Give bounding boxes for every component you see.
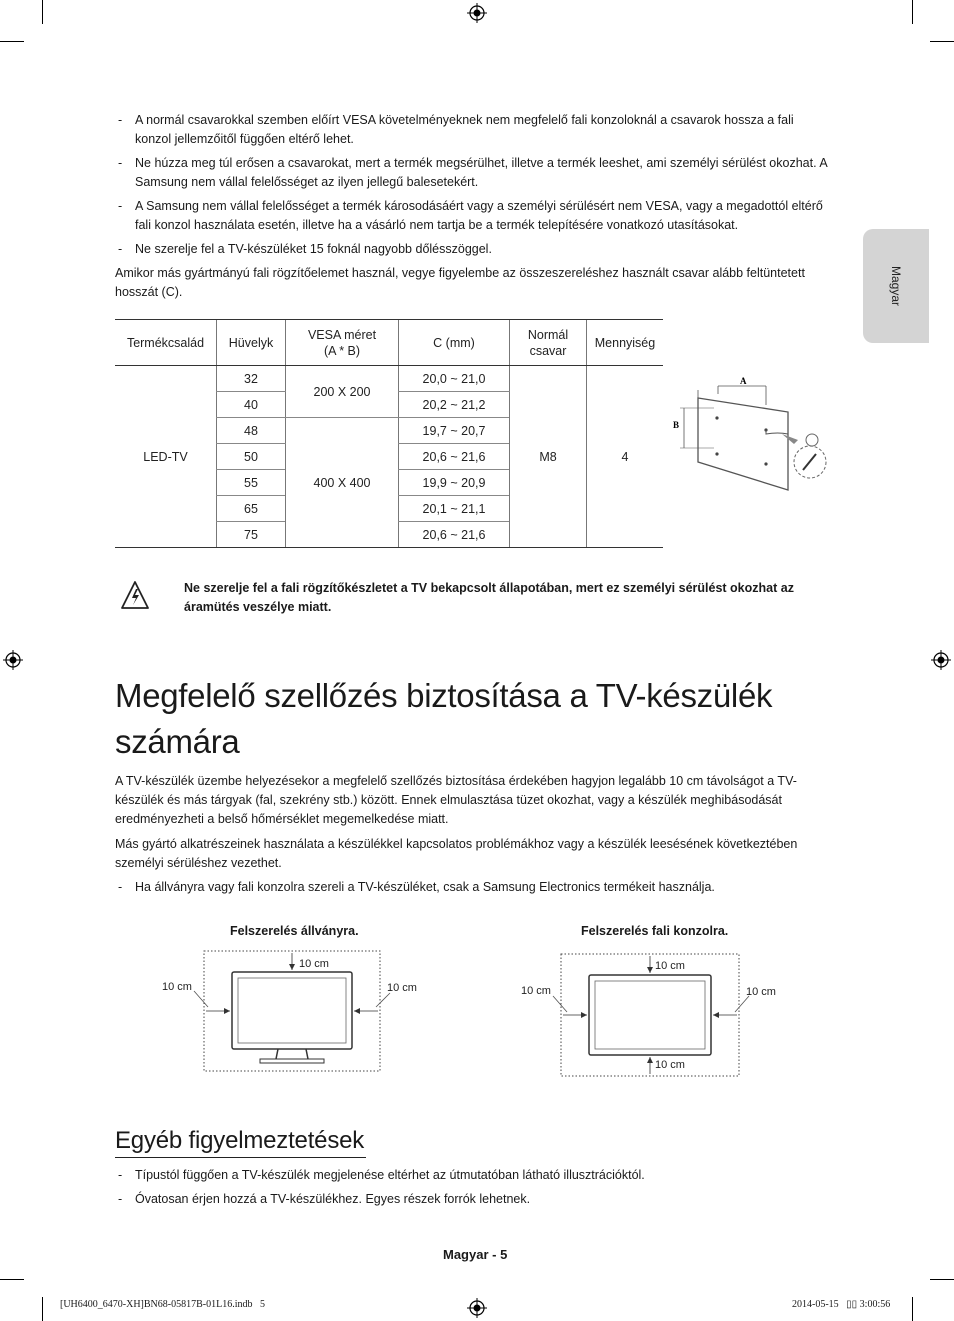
crop-mark xyxy=(912,1297,913,1321)
header-vesa xyxy=(286,320,399,366)
cell-c: 20,6 ~ 21,6 xyxy=(399,444,510,470)
registration-mark-icon xyxy=(467,3,487,23)
page-number: Magyar - 5 xyxy=(443,1247,508,1262)
ventilation-paragraph: Más gyártó alkatrészeinek használata a készülékkel kapcsolatos problémákhoz vagy a készülék leesésének következtében személyi sérüléshez vezethet. xyxy=(115,837,798,870)
cell-inch: 48 xyxy=(217,418,286,444)
cell-c: 20,2 ~ 21,2 xyxy=(399,392,510,418)
language-tab-label: Magyar xyxy=(889,265,903,307)
cell-inch: 65 xyxy=(217,496,286,522)
cell-c: 19,9 ~ 20,9 xyxy=(399,470,510,496)
footer-filename: [UH6400_6470-XH]BN68-05817B-01L16.indb 5 xyxy=(60,1299,265,1310)
clearance-right-label: 10 cm xyxy=(746,986,776,998)
clearance-top-label: 10 cm xyxy=(299,958,329,970)
cell-c: 19,7 ~ 20,7 xyxy=(399,418,510,444)
other-note-item: - Óvatosan érjen hozzá a TV-készülékhez. Egyes részek forrók lehetnek. xyxy=(115,1190,827,1209)
ventilation-text xyxy=(115,772,827,897)
cell-family: LED-TV xyxy=(115,366,217,548)
crop-mark xyxy=(42,1297,43,1321)
cell-c: 20,0 ~ 21,0 xyxy=(399,366,510,392)
cell-vesa: 200 X 200 xyxy=(286,366,399,418)
note-item: - Ne szerelje fel a TV-készüléket 15 foknál nagyobb dőlésszöggel. xyxy=(115,240,827,259)
dimension-b-label: B xyxy=(673,420,680,430)
header-screw-text: Normál csavar xyxy=(527,327,569,358)
registration-mark-icon xyxy=(3,650,23,670)
registration-mark-icon xyxy=(467,1298,487,1318)
screw-spec-table xyxy=(115,319,663,548)
other-warnings-title: Egyéb figyelmeztetések xyxy=(115,1125,366,1158)
electric-warning-icon xyxy=(120,578,150,612)
other-notes-list xyxy=(115,1166,827,1209)
crop-mark xyxy=(930,1279,954,1280)
clearance-left-label: 10 cm xyxy=(162,981,192,993)
crop-mark xyxy=(0,41,24,42)
note-item: - A normál csavarokkal szemben előírt VESA követelményeknek nem megfelelő fali konzoloknál a csavarok hossza a fali konzol jellemzőitől függően eltérő lehet. xyxy=(115,111,827,149)
warning-text: Ne szerelje fel a fali rögzítőkészletet a TV bekapcsolt állapotában, mert ez személyi sérülést okozhat az áramütés veszélye miatt. xyxy=(184,581,794,614)
cell-inch: 40 xyxy=(217,392,286,418)
stand-diagram-title: Felszerelés állványra. xyxy=(230,924,359,938)
crop-mark xyxy=(912,0,913,24)
dimension-a-label: A xyxy=(740,376,747,386)
cell-screw: M8 xyxy=(510,366,587,548)
screw-intro: Amikor más gyártmányú fali rögzítőelemet használ, vegye figyelembe az összeszereléshez használt csavar alább feltüntetett hosszát (C). xyxy=(115,266,805,299)
cell-vesa: 400 X 400 xyxy=(286,418,399,548)
table-row xyxy=(115,366,663,392)
header-c: C (mm) xyxy=(399,320,510,366)
header-screw xyxy=(510,320,587,366)
header-quantity: Mennyiség xyxy=(587,320,664,366)
crop-mark xyxy=(0,1279,24,1280)
cell-inch: 50 xyxy=(217,444,286,470)
note-item: - A Samsung nem vállal felelősséget a termék károsodásáért vagy a személyi sérülésért nem VESA, vagy a megadottól eltérő fali konzol használata esetén, illetve ha a vásárló nem tartja be a termék telepítésére vonatkozó utasításokat. xyxy=(115,197,827,235)
cell-c: 20,6 ~ 21,6 xyxy=(399,522,510,548)
ventilation-paragraph: A TV-készülék üzembe helyezésekor a megfelelő szellőzés biztosítása érdekében hagyjon legalább 10 cm távolságot a TV-készülék és más tárgyak (fal, szekrény stb.) között. Ennek elmulasztása tüzet okozhat, vagy a készülék meghibásodását eredményezheti a belső hőmérséklet megemelkedése miatt. xyxy=(115,774,797,826)
stand-clearance-diagram xyxy=(150,945,430,1075)
cell-quantity: 4 xyxy=(587,366,664,548)
clearance-top-label: 10 cm xyxy=(655,960,685,972)
ventilation-note: - Ha állványra vagy fali konzolra szereli a TV-készüléket, csak a Samsung Electronics termékeit használja. xyxy=(115,878,827,897)
footer-timestamp: 2014-05-15 ▯▯ 3:00:56 xyxy=(792,1299,891,1310)
registration-mark-icon xyxy=(931,650,951,670)
header-family: Termékcsalád xyxy=(115,320,217,366)
crop-mark xyxy=(930,41,954,42)
header-inch: Hüvelyk xyxy=(217,320,286,366)
clearance-bottom-label: 10 cm xyxy=(655,1059,685,1071)
note-item: - Ne húzza meg túl erősen a csavarokat, mert a termék megsérülhet, illetve a termék leeshet, ami személyi sérülést okozhat. A Samsung nem vállal felelősséget az ilyen jellegű balesetekért. xyxy=(115,154,827,192)
header-vesa-text: VESA méret (A * B) xyxy=(307,327,377,358)
cell-inch: 55 xyxy=(217,470,286,496)
bracket-diagram xyxy=(670,372,835,498)
clearance-right-label: 10 cm xyxy=(387,982,417,994)
other-note-item: - Típustól függően a TV-készülék megjelenése eltérhet az útmutatóban látható illusztrációktól. xyxy=(115,1166,827,1185)
cell-inch: 32 xyxy=(217,366,286,392)
table-header-row xyxy=(115,320,663,366)
cell-inch: 75 xyxy=(217,522,286,548)
wall-diagram-title: Felszerelés fali konzolra. xyxy=(581,924,729,938)
notes-list xyxy=(115,111,827,302)
clearance-left-label: 10 cm xyxy=(521,985,551,997)
cell-c: 20,1 ~ 21,1 xyxy=(399,496,510,522)
wall-clearance-diagram xyxy=(515,950,795,1080)
crop-mark xyxy=(42,0,43,24)
section-title: Megfelelő szellőzés biztosítása a TV-készülék számára xyxy=(115,677,773,760)
language-tab xyxy=(863,229,929,343)
